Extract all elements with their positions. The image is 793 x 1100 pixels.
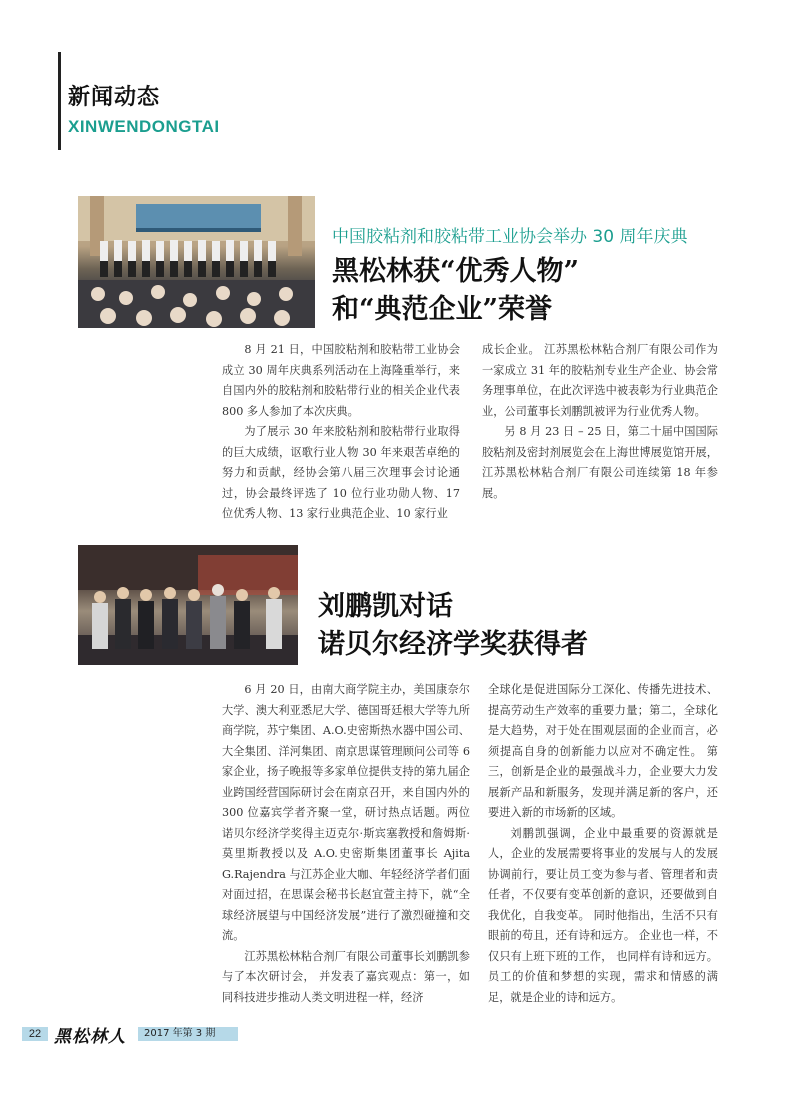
page-number: 22 [22, 1027, 48, 1041]
article1-headline-line2: 和“典范企业”荣誉 [332, 294, 553, 325]
article2-column2 [488, 680, 718, 1008]
article2-paragraph: 刘鹏凯强调，企业中最重要的资源就是人，企业的发展需要将事业的发展与人的发展协调前行，要让员工变为参与者、管理者和责任者，不仅要有变革创新的意识，还要做到自我优化，自我变革。 同时他指出，生活不只有眼前的苟且，还有诗和远方。 企业也一样，不仅只有上班下班的工作， 也同样有诗和远方。员工的价值和梦想的实现，需求和情感的满足，就是企业的诗和远方。 [488, 826, 718, 1004]
magazine-logo: 黑松林人 [54, 1027, 126, 1047]
article2-paragraph: 6 月 20 日，由南大商学院主办，美国康奈尔大学、澳大利亚悉尼大学、德国哥廷根大学等九所商学院，苏宁集团、A.O.史密斯热水器中国公司、大全集团、洋河集团、南京思谋管理顾问公司等 6 家企业，扬子晚报等多家单位提供支持的第九届企业跨国经营国际研讨会在南京召开，来自国内外的 300 位嘉宾学者齐聚一堂，研讨热点话题。两位诺贝尔经济学奖得主迈克尔·斯宾塞教授和詹姆斯·莫里斯教授以及 A.O.史密斯集团董事长 Ajita G.Rajendra 与江苏企业大咖、年轻经济学者们面对面过招，在思谋会秘书长赵宜萱主持下，就“全球经济展望与中国经济发展”进行了激烈碰撞和交流。 [222, 683, 470, 942]
article2-paragraph: 全球化是促进国际分工深化、传播先进技术、提高劳动生产效率的重要力量；第二，全球化是大趋势，对于处在围观层面的企业而言，必须提高自身的创新能力以应对不确定性。 第三，创新是企业的最强战斗力，企业要大力发展新产品和新服务，发现并满足新的客户，还要进入新的市场新的区域。 [488, 683, 718, 819]
forum-group-photo [78, 545, 298, 665]
article2-headline-line2: 诺贝尔经济学奖获得者 [318, 629, 588, 660]
section-accent-bar [58, 52, 61, 150]
article1-kicker: 中国胶粘剂和胶粘带工业协会举办 30 周年庆典 [332, 227, 688, 247]
award-ceremony-photo [78, 196, 315, 328]
article2-headline-line1: 刘鹏凯对话 [318, 591, 453, 622]
article1-paragraph: 为了展示 30 年来胶粘剂和胶粘带行业取得的巨大成绩，讴歌行业人物 30 年来艰苦卓绝的努力和贡献，经协会第八届三次理事会讨论通过，协会最终评选了 10 位行业功勋人物、17 位优秀人物、13 家行业典范企业、10 家行业 [222, 425, 460, 520]
article1-paragraph: 另 8 月 23 日 – 25 日，第二十届中国国际胶粘剂及密封剂展览会在上海世博展览馆开展， 江苏黑松林粘合剂厂有限公司连续第 18 年参展。 [482, 425, 718, 500]
article2-paragraph: 江苏黑松林粘合剂厂有限公司董事长刘鹏凯参与了本次研讨会， 并发表了嘉宾观点：第一，如同科技进步推动人类文明进程一样，经济 [222, 949, 470, 1004]
article1-paragraph: 8 月 21 日，中国胶粘剂和胶粘带工业协会成立 30 周年庆典系列活动在上海隆重举行，来自国内外的胶粘剂和胶粘带行业的相关企业代表 800 多人参加了本次庆典。 [222, 343, 460, 418]
article1-headline-line1: 黑松林获“优秀人物” [332, 256, 580, 287]
article1-headline [332, 253, 579, 329]
article1-column1 [222, 340, 460, 525]
section-title: 新闻动态 [68, 85, 161, 110]
article1-column2 [482, 340, 718, 504]
article1-paragraph: 成长企业。 江苏黑松林粘合剂厂有限公司作为一家成立 31 年的胶粘剂专业生产企业、协会常务理事单位，在此次评选中被表彰为行业典范企业，公司董事长刘鹏凯被评为行业优秀人物。 [482, 343, 718, 418]
issue-label: 2017 年第 3 期 [138, 1027, 238, 1041]
article2-headline [318, 588, 588, 664]
article2-column1 [222, 680, 470, 1008]
section-subtitle: XINWENDONGTAI [68, 117, 220, 136]
